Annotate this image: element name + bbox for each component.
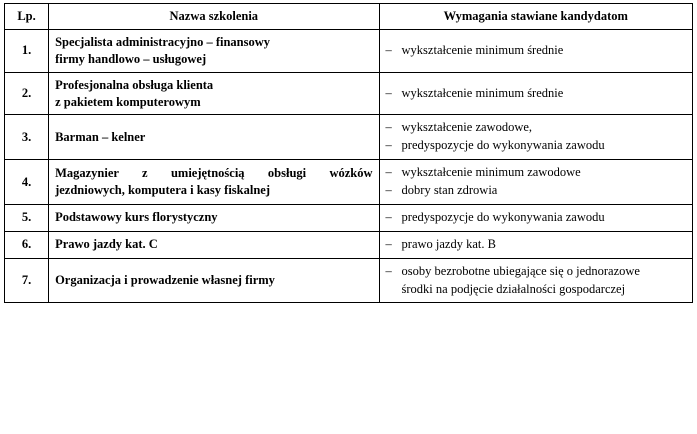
column-header-training-name: Nazwa szkolenia: [49, 4, 379, 30]
requirement-text: predyspozycje do wykonywania zawodu: [401, 138, 605, 153]
table-row: [5, 72, 693, 115]
requirement-item: [386, 182, 686, 199]
requirement-item: [386, 164, 686, 181]
requirement-text: wykształcenie minimum średnie: [401, 42, 564, 57]
training-name-line: z pakietem komputerowym: [55, 94, 201, 109]
requirement-list: [386, 85, 686, 102]
requirement-text: dobry stan zdrowia: [401, 183, 498, 197]
row-number: 2.: [5, 72, 49, 115]
training-name-line: firmy handlowo – usługowej: [55, 51, 207, 66]
requirement-text: prawo jazdy kat. B: [401, 236, 496, 251]
bullet-dash-icon: –: [385, 138, 392, 153]
requirement-list: [386, 209, 686, 226]
bullet-dash-icon: –: [385, 236, 392, 251]
row-number: 4.: [5, 160, 49, 205]
table-row: [5, 160, 693, 205]
requirement-item: [386, 209, 686, 226]
training-name-line: Prawo jazdy kat. C: [55, 237, 158, 252]
bullet-dash-icon: –: [385, 263, 392, 278]
training-name: [49, 204, 379, 231]
training-name: [49, 29, 379, 72]
table-header-row: [5, 4, 693, 30]
training-name: [49, 72, 379, 115]
requirement-text: osoby bezrobotne ubiegające się o jednorazowe: [401, 263, 640, 278]
requirement-list: [386, 236, 686, 253]
table-row: [5, 258, 693, 303]
row-number: 6.: [5, 231, 49, 258]
training-name-line: Organizacja i prowadzenie własnej firmy: [55, 273, 275, 288]
table-row: [5, 115, 693, 160]
table-row: [5, 231, 693, 258]
bullet-dash-icon: –: [385, 183, 392, 197]
training-name: [49, 115, 379, 160]
requirement-item: [386, 42, 686, 59]
requirement-item: [386, 263, 686, 280]
bullet-dash-icon: –: [385, 209, 392, 224]
requirement-list: [386, 42, 686, 59]
requirements: [379, 160, 692, 205]
column-header-lp: Lp.: [5, 4, 49, 30]
table-body: [5, 29, 693, 303]
requirement-item: [386, 281, 686, 298]
table-row: [5, 29, 693, 72]
table-header: [5, 4, 693, 30]
requirement-text: środki na podjęcie działalności gospodarczej: [401, 281, 626, 296]
requirements: [379, 29, 692, 72]
bullet-dash-icon: –: [385, 85, 392, 100]
requirements: [379, 115, 692, 160]
row-number: 5.: [5, 204, 49, 231]
bullet-dash-icon: –: [385, 165, 392, 180]
document-page: [0, 3, 697, 434]
training-name: [49, 231, 379, 258]
requirement-text: wykształcenie minimum średnie: [401, 85, 564, 100]
row-number: 7.: [5, 258, 49, 303]
row-number: 3.: [5, 115, 49, 160]
column-header-requirements: Wymagania stawiane kandydatom: [379, 4, 692, 30]
training-table: [4, 3, 693, 303]
training-name-line: Specjalista administracyjno – finansowy: [55, 34, 271, 49]
requirement-item: [386, 85, 686, 102]
training-name-line: Barman – kelner: [55, 129, 146, 144]
requirement-list: [386, 164, 686, 199]
requirement-item: [386, 119, 686, 136]
requirements: [379, 231, 692, 258]
requirements: [379, 204, 692, 231]
training-name: [49, 160, 379, 205]
requirement-text: predyspozycje do wykonywania zawodu: [401, 209, 605, 224]
requirements: [379, 72, 692, 115]
training-name: [49, 258, 379, 303]
bullet-dash-icon: –: [385, 120, 392, 135]
requirement-item: [386, 137, 686, 154]
requirements: [379, 258, 692, 303]
training-name-line: Profesjonalna obsługa klienta: [55, 77, 214, 92]
requirement-list: [386, 119, 686, 154]
requirement-text: wykształcenie zawodowe,: [401, 120, 533, 135]
training-name-line: Podstawowy kurs florystyczny: [55, 210, 218, 225]
training-name-line: Magazynier z umiejętnością obsługi wózków: [55, 166, 373, 181]
training-name-line: jezdniowych, komputera i kasy fiskalnej: [55, 183, 271, 197]
requirement-list: [386, 263, 686, 298]
table-row: [5, 204, 693, 231]
row-number: 1.: [5, 29, 49, 72]
bullet-dash-icon: –: [385, 42, 392, 57]
requirement-item: [386, 236, 686, 253]
requirement-text: wykształcenie minimum zawodowe: [401, 165, 581, 180]
